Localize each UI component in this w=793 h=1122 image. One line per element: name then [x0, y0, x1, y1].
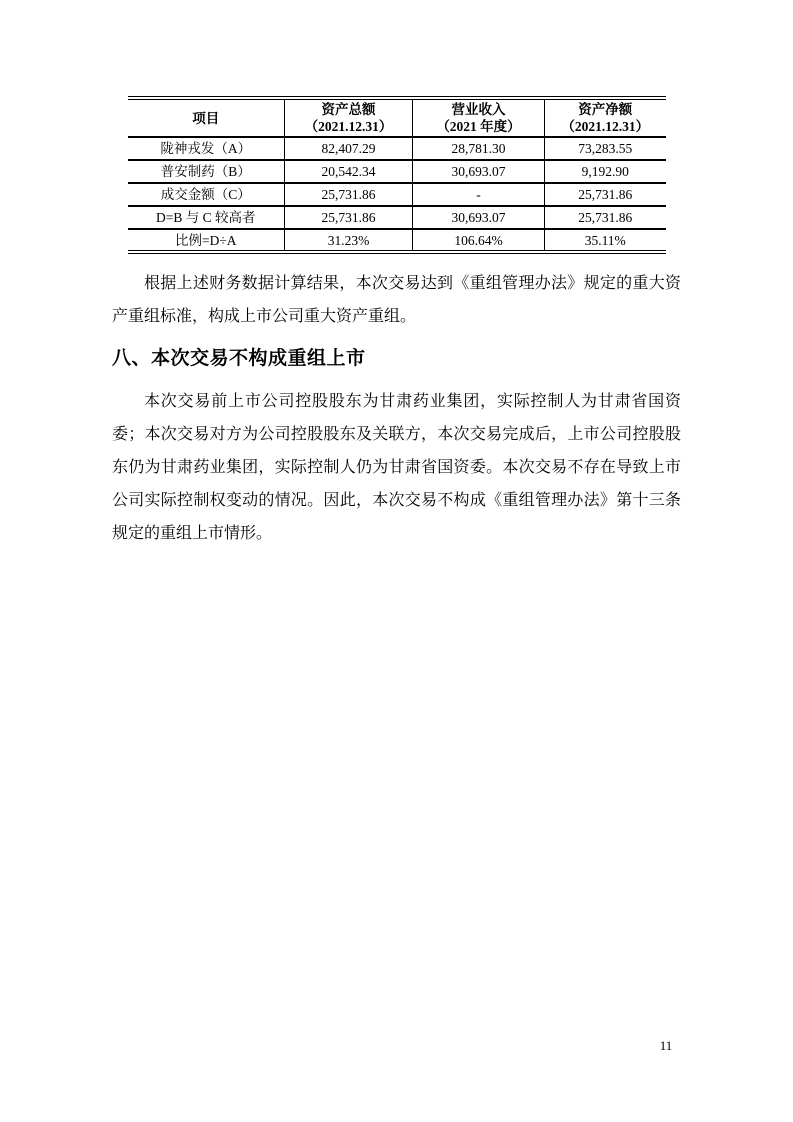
header-sublabel: （2021.12.31） [561, 119, 650, 134]
table-cell: - [413, 183, 545, 206]
page-content [112, 96, 681, 550]
header-sublabel: （2021.12.31） [304, 119, 393, 134]
page-number: 11 [659, 1038, 673, 1053]
header-label: 营业收入 [451, 102, 506, 117]
header-sublabel: （2021 年度） [436, 119, 521, 134]
table-cell: 比例=D÷A [128, 229, 285, 252]
header-label: 资产净额 [578, 102, 633, 117]
table-cell: 20,542.34 [285, 160, 413, 183]
table-cell: 28,781.30 [413, 137, 545, 160]
header-label: 项目 [192, 110, 220, 126]
table-cell: 82,407.29 [285, 137, 413, 160]
table-header-cell-item [128, 98, 285, 137]
table-cell: 25,731.86 [545, 183, 666, 206]
table-cell: 25,731.86 [285, 183, 413, 206]
table-cell: D=B 与 C 较高者 [128, 206, 285, 229]
table-cell: 106.64% [413, 229, 545, 252]
table-row [128, 183, 666, 206]
section-heading: 八、本次交易不构成重组上市 [112, 348, 366, 369]
table-cell: 25,731.86 [545, 206, 666, 229]
table-row [128, 206, 666, 229]
table-cell: 成交金额（C） [128, 183, 285, 206]
table-cell: 30,693.07 [413, 206, 545, 229]
financial-metrics-table [128, 96, 666, 254]
table-cell: 9,192.90 [545, 160, 666, 183]
section-paragraph: 本次交易前上市公司控股股东为甘肃药业集团，实际控制人为甘肃省国资委；本次交易对方为公司控股股东及关联方，本次交易完成后，上市公司控股股东仍为甘肃药业集团，实际控制人仍为甘肃省国资委。本次交易不存在导致上市公司实际控制权变动的情况。因此，本次交易不构成《重组管理办法》第十三条规定的重组上市情形。 [112, 393, 681, 542]
table-row [128, 137, 666, 160]
paragraph-conclusion: 根据上述财务数据计算结果，本次交易达到《重组管理办法》规定的重大资产重组标准，构成上市公司重大资产重组。 [112, 275, 681, 325]
table-row [128, 229, 666, 252]
table-cell: 陇神戎发（A） [128, 137, 285, 160]
table-row [128, 160, 666, 183]
table-header-cell-net-assets [545, 98, 666, 137]
table-cell: 30,693.07 [413, 160, 545, 183]
table-cell: 73,283.55 [545, 137, 666, 160]
table-cell: 31.23% [285, 229, 413, 252]
header-label: 资产总额 [321, 102, 376, 117]
table-header-cell-operating-revenue [413, 98, 545, 137]
table-header-row [128, 98, 666, 137]
table-cell: 普安制药（B） [128, 160, 285, 183]
table-cell: 25,731.86 [285, 206, 413, 229]
table-cell: 35.11% [545, 229, 666, 252]
table-header-cell-total-assets [285, 98, 413, 137]
